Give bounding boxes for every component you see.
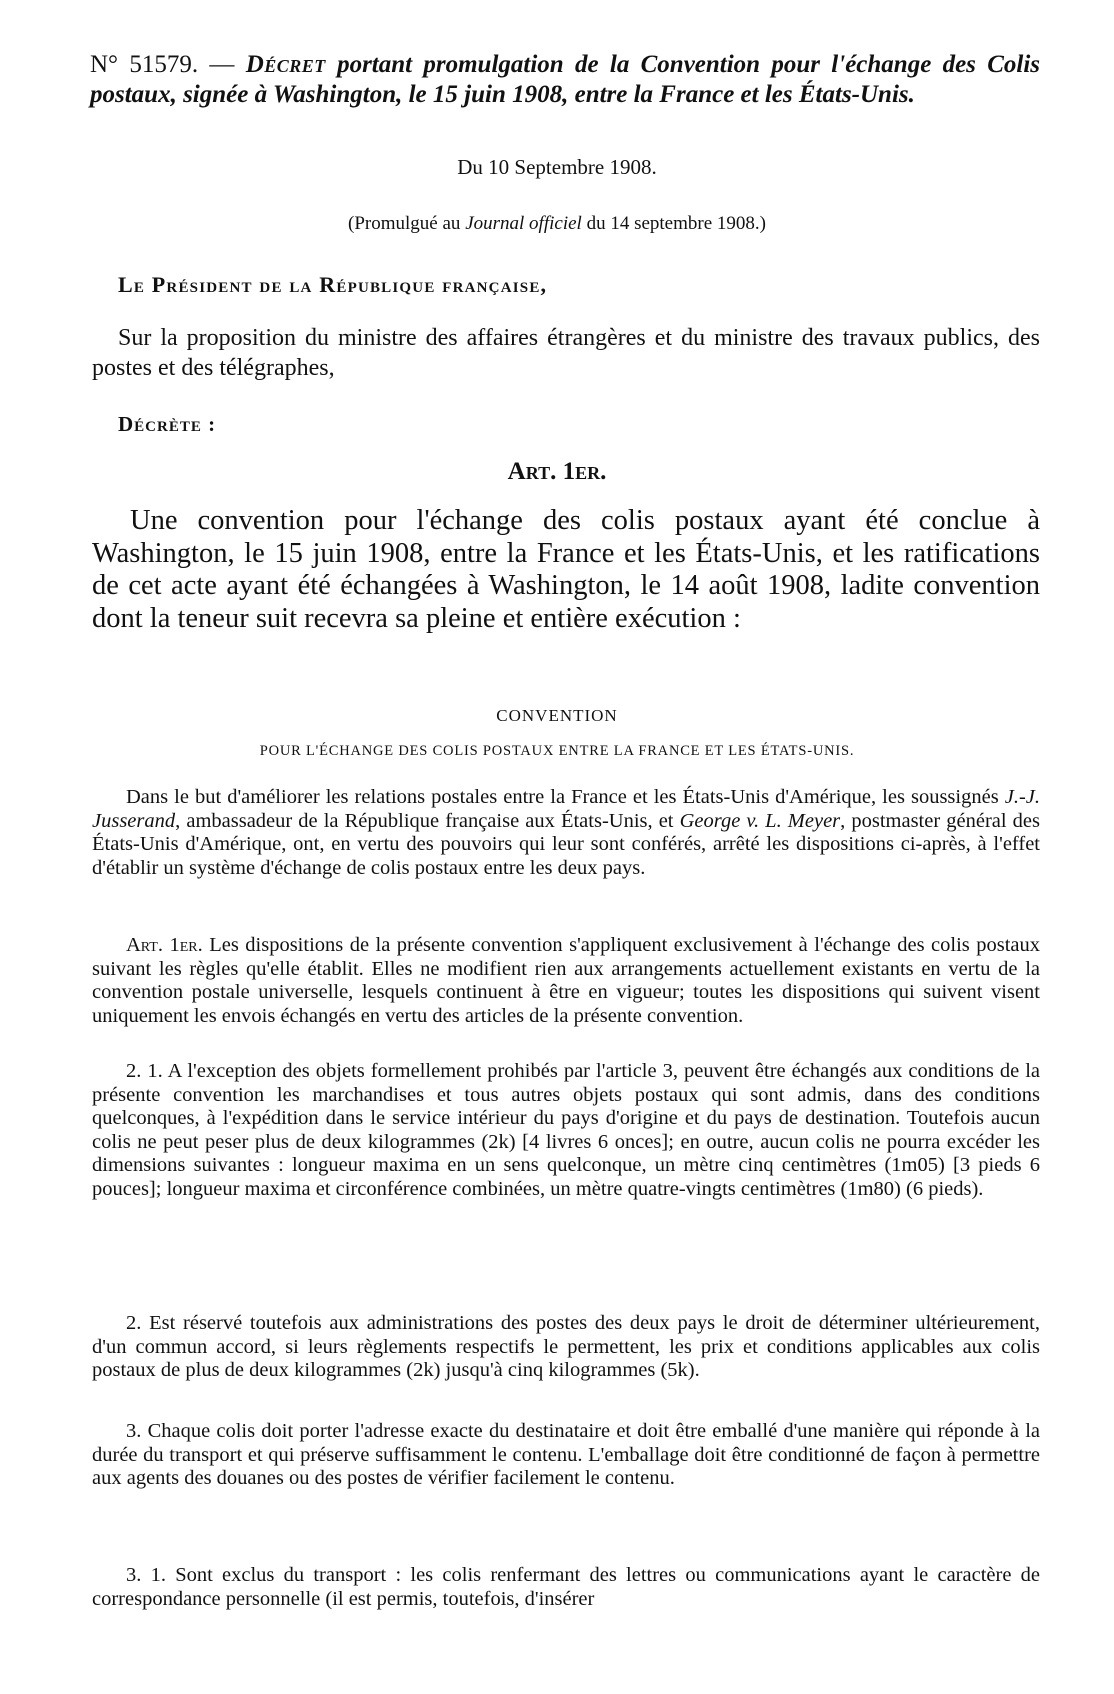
promulgation-suffix: du 14 septembre 1908.) [586, 213, 766, 234]
decree-article-1-text: Une convention pour l'échange des colis postaux ayant été conclue à Washington, le 15 juin 1908, entre la France et les États-Unis, et les ratifications de cet acte ayant été échangées à Washington, le 14 août 1908, ladite convention dont la teneur suit recevra sa pleine et entière exécution : [92, 505, 1040, 634]
decree-number: N° 51579. [90, 51, 199, 78]
convention-article-2-2: 2. Est réservé toutefois aux administrations des postes des deux pays le droit de déterminer ultérieurement, d'un commun accord, si leurs règlements respectifs le permettent, les prix et conditions applicables aux colis postaux de plus de deux kilogrammes (2k) jusqu'à cinq kilogrammes (5k). [92, 1312, 1040, 1381]
preamble-part-1: Dans le but d'améliorer les relations postales entre la France et les États-Unis d'Amérique, les soussignés [126, 786, 999, 808]
signatory-usa: George v. L. Meyer [679, 809, 841, 832]
title-dash: — [209, 51, 235, 78]
convention-article-3: 3. Chaque colis doit porter l'adresse exacte du destinataire et doit être emballé d'une manière qui réponde à la durée du transport et qui préserve suffisamment le contenu. L'emballage doit être conditionné de façon à permettre aux agents des douanes ou des postes de vérifier facilement le contenu. [92, 1420, 1040, 1489]
convention-article-1-text: Les dispositions de la présente convention s'appliquent exclusivement à l'échange des colis postaux suivant les règles qu'elle établit. Elles ne modifient rien aux arrangements actuellement existants en vertu de la convention postale universelle, lesquels continuent à être en vigueur; toutes les dispositions qui suivent visent uniquement les envois échangés en vertu des articles de la présente convention. [92, 934, 1041, 1027]
signatory-france: J.-J. Jusserand [92, 786, 1040, 832]
convention-article-3-1: 3. 1. Sont exclus du transport : les colis renfermant des lettres ou communications ayant le caractère de correspondance personnelle (il est permis, toutefois, d'insérer [92, 1564, 1040, 1610]
convention-title: CONVENTION [496, 706, 618, 725]
preamble-part-2: , ambassadeur de la République française aux États-Unis, et [175, 809, 674, 832]
convention-article-1 [92, 934, 1040, 1028]
convention-article-1-label: Art. 1er. [126, 934, 203, 956]
convention-preamble [92, 786, 1040, 880]
president-heading: Le Président de la République française, [118, 272, 548, 297]
decree-title-text: portant promulgation de la Convention pour l'échange des Colis postaux, signée à Washington, le 15 juin 1908, entre la France et les États-Unis. [90, 51, 1040, 108]
decree-keyword: Décret [245, 51, 326, 78]
decrete-heading: Décrète : [118, 412, 217, 436]
convention-article-2-1: 2. 1. A l'exception des objets formellement prohibés par l'article 3, peuvent être échangés aux conditions de la présente convention les marchandises et tous autres objets postaux qui sont admis, dans des conditions quelconques, à l'expédition dans le service intérieur du pays d'origine et du pays de destination. Toutefois aucun colis ne peut peser plus de deux kilogrammes (2k) [4 livres 6 onces]; en outre, aucun colis ne pourra excéder les dimensions suivantes : longueur maxima en un sens quelconque, un mètre cinq centimètres (1m05) [3 pieds 6 pouces]; longueur maxima et circonférence combinées, un mètre quatre-vingts centimètres (1m80) (6 pieds). [92, 1060, 1040, 1200]
convention-subtitle: POUR L'ÉCHANGE DES COLIS POSTAUX ENTRE LA FRANCE ET LES ÉTATS-UNIS. [259, 743, 855, 759]
decree-date: Du 10 Septembre 1908. [457, 155, 657, 179]
decree-title [90, 50, 1040, 110]
promulgation-prefix: (Promulgué au [348, 213, 461, 234]
decree-article-1-title: Art. 1er. [507, 458, 607, 485]
promulgation-note [0, 213, 1114, 235]
journal-name: Journal officiel [465, 213, 582, 234]
considering-paragraph: Sur la proposition du ministre des affaires étrangères et du ministre des travaux publics, des postes et des télégraphes, [92, 325, 1040, 381]
preamble-part-3: , postmaster général des États-Unis d'Amérique, ont, en vertu des pouvoirs qui leur sont conférés, arrêté les dispositions ci-après, à l'effet d'établir un système d'échange de colis postaux entre les deux pays. [92, 809, 1040, 879]
